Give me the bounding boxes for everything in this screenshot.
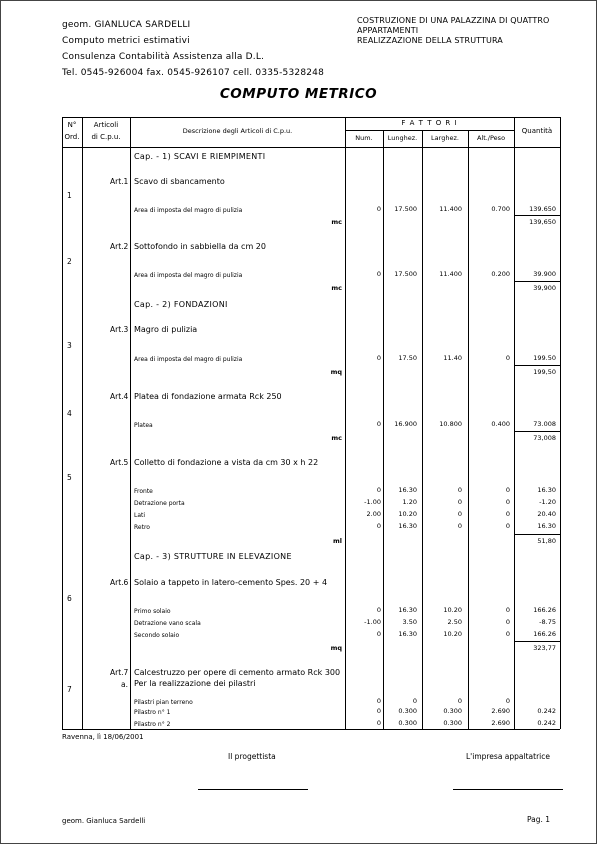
column-divider (383, 130, 384, 729)
subtotal-rule (514, 215, 560, 216)
table-border-bottom (62, 729, 560, 730)
measure-height: 0 (505, 618, 510, 626)
header-articoli: Articoli (93, 121, 119, 129)
measure-quantity: 0.242 (537, 719, 556, 727)
measure-num: 0 (376, 205, 381, 213)
measure-num: 2.00 (366, 510, 381, 518)
item-number: 1 (67, 191, 72, 200)
designer-label: Il progettista (228, 752, 276, 761)
measure-description: Area di imposta del magro di pulizia (134, 272, 243, 279)
chapter-heading: Cap. - 1) SCAVI E RIEMPIMENTI (134, 152, 266, 161)
measure-description: Retro (134, 524, 150, 531)
measure-length: 0 (412, 697, 417, 705)
table-border-top (62, 117, 560, 118)
article-description: Colletto di fondazione a vista da cm 30 x h 22 (134, 458, 319, 467)
column-divider (560, 117, 561, 729)
measure-quantity: 139.650 (529, 205, 556, 213)
measure-height: 0 (505, 697, 510, 705)
measure-height: 0 (505, 486, 510, 494)
measure-width: 0.300 (443, 719, 462, 727)
contractor-signature-line (453, 789, 563, 790)
page-title: COMPUTO METRICO (219, 86, 378, 102)
measure-quantity: 73.008 (533, 420, 556, 428)
measure-width: 0.300 (443, 707, 462, 715)
header-lunghezza: Lunghez. (387, 134, 418, 142)
article-code: Art.7 (110, 668, 129, 677)
measure-quantity: 16.30 (537, 522, 556, 530)
subtotal-rule (514, 641, 560, 642)
measure-height: 2.690 (491, 719, 510, 727)
header-ord: Ord. (64, 133, 80, 141)
measure-length: 16.900 (394, 420, 417, 428)
measure-width: 0 (457, 697, 462, 705)
article-code: Art.5 (110, 458, 129, 467)
measure-length: 1.20 (402, 498, 417, 506)
column-divider (130, 117, 131, 729)
measure-description: Platea (134, 422, 153, 429)
measure-length: 16.30 (398, 630, 417, 638)
measure-quantity: -8.75 (539, 618, 556, 626)
measure-num: 0 (376, 719, 381, 727)
measure-num: 0 (376, 354, 381, 362)
measure-num: 0 (376, 486, 381, 494)
item-total: 323,77 (533, 644, 556, 652)
studio-contacts: Tel. 0545-926004 fax. 0545-926107 cell. 0335-5328248 (62, 68, 325, 78)
measure-description: Pilastri pian terreno (134, 699, 193, 706)
article-subdescription: Per la realizzazione dei pilastri (134, 679, 256, 688)
measure-length: 17.500 (394, 205, 417, 213)
measure-height: 0 (505, 354, 510, 362)
article-description: Platea di fondazione armata Rck 250 (134, 392, 282, 401)
article-description: Solaio a tappeto in latero-cemento Spes. 20 + 4 (134, 578, 328, 587)
measure-quantity: 16.30 (537, 486, 556, 494)
measure-num: 0 (376, 420, 381, 428)
measure-num: 0 (376, 270, 381, 278)
designer-signature-line (198, 789, 308, 790)
measure-description: Detrazione vano scala (134, 620, 201, 627)
measure-width: 0 (457, 486, 462, 494)
measure-height: 0.700 (491, 205, 510, 213)
article-description: Sottofondo in sabbiella da cm 20 (134, 242, 266, 251)
subtotal-rule (514, 365, 560, 366)
measure-width: 11.400 (439, 270, 462, 278)
measure-width: 0 (457, 498, 462, 506)
measure-length: 0.300 (398, 719, 417, 727)
measure-width: 0 (457, 522, 462, 530)
measure-width: 11.400 (439, 205, 462, 213)
measure-length: 16.30 (398, 522, 417, 530)
unit-label: mq (330, 368, 342, 376)
place-date: Ravenna, lì 18/06/2001 (62, 733, 144, 741)
chapter-heading: Cap. - 2) FONDAZIONI (134, 300, 228, 309)
project-header (357, 16, 549, 46)
article-code: Art.1 (110, 177, 129, 186)
measure-width: 11.40 (443, 354, 462, 362)
footer-name: geom. Gianluca Sardelli (62, 817, 146, 825)
article-subcode: a. (121, 680, 128, 689)
header-description: Descrizione degli Articoli di C.p.u. (182, 127, 293, 135)
subtotal-rule (514, 281, 560, 282)
item-number: 6 (67, 594, 72, 603)
measure-length: 3.50 (402, 618, 417, 626)
measure-description: Fronte (134, 488, 153, 495)
measure-width: 2.50 (447, 618, 462, 626)
header-n: N° (67, 121, 77, 129)
item-total: 73,008 (533, 434, 556, 442)
item-number: 5 (67, 473, 72, 482)
subtotal-rule (514, 534, 560, 535)
measure-num: 0 (376, 630, 381, 638)
fattori-divider (345, 130, 514, 131)
measure-num: 0 (376, 522, 381, 530)
measure-num: -1.00 (364, 498, 381, 506)
item-number: 7 (67, 685, 72, 694)
header-quantita: Quantità (521, 127, 553, 135)
item-total: 39,900 (533, 284, 556, 292)
article-description: Magro di pulizia (134, 325, 198, 334)
header-altezza: Alt./Peso (476, 134, 506, 142)
project-subtitle: REALIZZAZIONE DELLA STRUTTURA (357, 36, 503, 45)
article-description: Scavo di sbancamento (134, 177, 225, 186)
header-di-cpu: di C.p.u. (91, 133, 121, 141)
unit-label: ml (332, 537, 342, 545)
measure-height: 0 (505, 510, 510, 518)
measure-length: 17.50 (398, 354, 417, 362)
item-total: 199,50 (533, 368, 556, 376)
header-fattori: F A T T O R I (401, 119, 458, 127)
studio-activity: Computo metrici estimativi (62, 36, 190, 46)
measure-description: Lati (134, 512, 146, 519)
studio-header (62, 17, 324, 81)
measure-height: 0 (505, 498, 510, 506)
article-code: Art.4 (110, 392, 129, 401)
project-title-line1: COSTRUZIONE DI UNA PALAZZINA DI QUATTRO (357, 16, 550, 25)
column-divider (62, 117, 63, 729)
unit-label: mq (330, 644, 342, 652)
measure-quantity: 166.26 (533, 630, 556, 638)
header-larghezza: Larghez. (431, 134, 459, 142)
item-total: 51,80 (537, 537, 556, 545)
measure-num: 0 (376, 707, 381, 715)
measure-num: -1.00 (364, 618, 381, 626)
measure-height: 0.200 (491, 270, 510, 278)
measure-description: Pilastro n° 1 (134, 709, 171, 716)
measure-description: Secondo solaio (134, 632, 180, 639)
measure-width: 0 (457, 510, 462, 518)
measure-description: Primo solaio (134, 608, 171, 615)
project-title-line2: APPARTAMENTI (357, 26, 419, 35)
column-divider (422, 130, 423, 729)
measure-length: 16.30 (398, 606, 417, 614)
unit-label: mc (331, 218, 342, 226)
item-total: 139,650 (529, 218, 556, 226)
item-number: 2 (67, 257, 72, 266)
measure-height: 0.400 (491, 420, 510, 428)
unit-label: mc (331, 434, 342, 442)
unit-label: mc (331, 284, 342, 292)
subtotal-rule (514, 431, 560, 432)
measure-quantity: -1.20 (539, 498, 556, 506)
studio-services: Consulenza Contabilità Assistenza alla D.L. (62, 52, 265, 62)
measure-length: 17.500 (394, 270, 417, 278)
article-code: Art.2 (110, 242, 129, 251)
header-bottom-divider (62, 147, 560, 148)
chapter-heading: Cap. - 3) STRUTTURE IN ELEVAZIONE (134, 552, 292, 561)
measure-quantity: 39.900 (533, 270, 556, 278)
measure-quantity: 20.40 (537, 510, 556, 518)
measure-description: Pilastro n° 2 (134, 721, 171, 728)
measure-length: 0.300 (398, 707, 417, 715)
measure-width: 10.20 (443, 630, 462, 638)
item-number: 3 (67, 341, 72, 350)
item-number: 4 (67, 409, 72, 418)
column-divider (82, 117, 83, 729)
measure-description: Detrazione porta (134, 500, 185, 507)
measure-length: 10.20 (398, 510, 417, 518)
column-divider (468, 130, 469, 729)
measure-quantity: 199.50 (533, 354, 556, 362)
measure-quantity: 166.26 (533, 606, 556, 614)
studio-name: geom. GIANLUCA SARDELLI (62, 20, 191, 30)
measure-description: Area di imposta del magro di pulizia (134, 207, 243, 214)
article-code: Art.6 (110, 578, 129, 587)
measure-height: 0 (505, 630, 510, 638)
measure-width: 10.800 (439, 420, 462, 428)
measure-length: 16.30 (398, 486, 417, 494)
measure-width: 10.20 (443, 606, 462, 614)
measure-num: 0 (376, 697, 381, 705)
measure-num: 0 (376, 606, 381, 614)
article-code: Art.3 (110, 325, 129, 334)
measure-quantity: 0.242 (537, 707, 556, 715)
page-number: Pag. 1 (527, 815, 551, 824)
header-num: Num. (355, 134, 373, 142)
measure-height: 0 (505, 606, 510, 614)
measure-height: 0 (505, 522, 510, 530)
measure-description: Area di imposta del magro di pulizia (134, 356, 243, 363)
article-description: Calcestruzzo per opere di cemento armato Rck 300 (134, 668, 341, 677)
measure-height: 2.690 (491, 707, 510, 715)
contractor-label: L'impresa appaltatrice (466, 752, 550, 761)
